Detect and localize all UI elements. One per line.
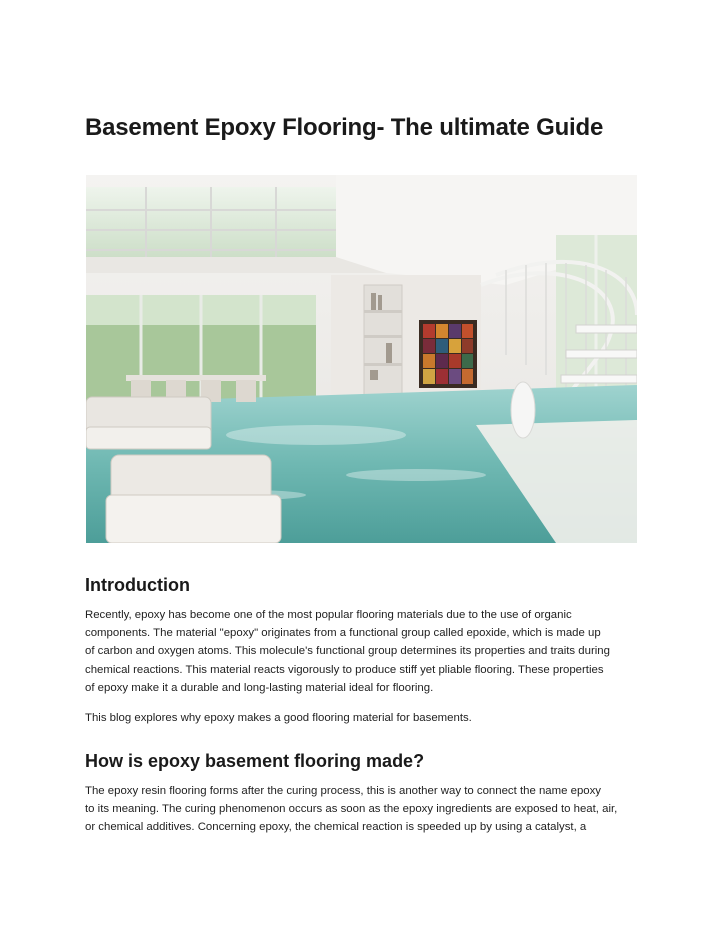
text-line: to its meaning. The curing phenomenon occurs as soon as the epoxy ingredients are exposed to heat, air, <box>85 803 618 816</box>
document-title: Basement Epoxy Flooring- The ultimate Guide <box>85 114 604 141</box>
text-line: This blog explores why epoxy makes a good flooring material for basements. <box>85 712 472 724</box>
section-heading-introduction: Introduction <box>85 575 190 595</box>
how-made-paragraph <box>85 782 645 837</box>
text-line: of epoxy make it a durable and long-lasting material ideal for flooring. <box>85 681 434 694</box>
text-line: Recently, epoxy has become one of the most popular flooring materials due to the use of organic <box>85 609 572 621</box>
section-heading-how-made: How is epoxy basement flooring made? <box>85 751 425 771</box>
hero-image <box>86 175 637 543</box>
armchair <box>106 455 281 543</box>
interior-illustration <box>86 175 637 543</box>
text-line: or chemical additives. Concerning epoxy, the chemical reaction is speeded up by using a catalyst, a <box>85 821 587 834</box>
text-line: chemical reactions. This material reacts vigorously to produce stiff yet pliable flooring. These properties <box>85 663 604 676</box>
text-line: components. The material "epoxy" originates from a functional group called epoxide, which is made up <box>85 627 601 640</box>
text-line: The epoxy resin flooring forms after the curing process, this is another way to connect the name epoxy <box>85 785 602 797</box>
blog-intro-paragraph <box>85 709 645 727</box>
text-line: of carbon and oxygen atoms. This molecule's functional group determines its properties and traits during <box>85 645 610 658</box>
painting <box>419 320 477 388</box>
sofa <box>86 397 211 449</box>
introduction-paragraph <box>85 606 645 697</box>
